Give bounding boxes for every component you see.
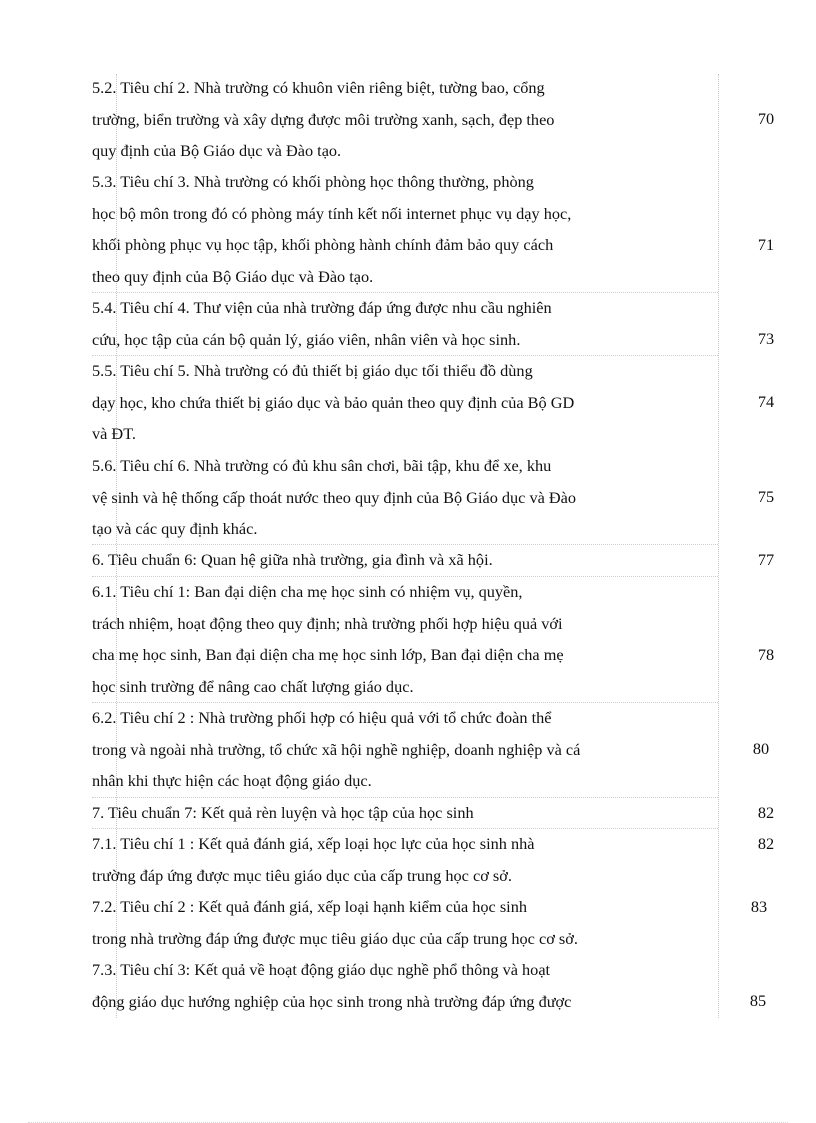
toc-line: tạo và các quy định khác. — [92, 519, 258, 538]
toc-line: 5.4. Tiêu chí 4. Thư viện của nhà trường đáp ứng được nhu cầu nghiên — [92, 298, 552, 317]
toc-line: dạy học, kho chứa thiết bị giáo dục và bảo quản theo quy định của Bộ GD — [92, 392, 575, 412]
toc-line: và ĐT. — [92, 424, 137, 443]
toc-line: trong nhà trường đáp ứng được mục tiêu giáo dục của cấp trung học cơ sở. — [92, 928, 578, 948]
toc-line: cha mẹ học sinh, Ban đại diện cha mẹ học sinh lớp, Ban đại diện cha mẹ — [92, 645, 564, 664]
toc-line: 7.1. Tiêu chí 1 : Kết quả đánh giá, xếp loại học lực của học sinh nhà — [92, 834, 535, 853]
toc-page-number: 74 — [757, 392, 775, 411]
toc-line: 7.3. Tiêu chí 3: Kết quả về hoạt động giáo dục nghề phổ thông và hoạt — [92, 960, 551, 979]
toc-page-number: 80 — [752, 739, 770, 758]
toc-line: trường, biển trường và xây dựng được môi trường xanh, sạch, đẹp theo — [92, 109, 555, 129]
toc-entry-text — [92, 450, 652, 545]
toc-line: trách nhiệm, hoạt động theo quy định; nhà trường phối hợp hiệu quả với — [92, 613, 563, 633]
toc-line: học bộ môn trong đó có phòng máy tính kết nối internet phục vụ dạy học, — [92, 203, 572, 223]
toc-page-number: 77 — [757, 550, 775, 569]
toc-line: 7. Tiêu chuẩn 7: Kết quả rèn luyện và học tập của học sinh — [92, 803, 474, 822]
toc-line: 5.3. Tiêu chí 3. Nhà trường có khối phòng học thông thường, phòng — [92, 172, 534, 191]
toc-line: theo quy định của Bộ Giáo dục và Đào tạo. — [92, 266, 374, 286]
toc-page-number: 83 — [750, 897, 768, 916]
toc-line: nhân khi thực hiện các hoạt động giáo dục. — [92, 771, 372, 790]
toc-entry-text — [92, 891, 652, 954]
toc-entry-text — [92, 544, 652, 576]
toc-page-number: 82 — [757, 803, 775, 822]
toc-entry-text — [92, 828, 652, 891]
toc-entry-text — [92, 797, 652, 829]
toc-entry-text — [92, 72, 652, 167]
toc-line: học sinh trường để nâng cao chất lượng giáo dục. — [92, 676, 414, 696]
toc-line: cứu, học tập của cán bộ quản lý, giáo viên, nhân viên và học sinh. — [92, 329, 521, 349]
toc-page-number: 78 — [757, 645, 775, 664]
toc-entry-text — [92, 355, 652, 450]
toc-page-number: 70 — [757, 109, 775, 128]
toc-page-number: 75 — [757, 487, 775, 506]
toc-page-number: 73 — [757, 329, 775, 348]
toc-line: 6.2. Tiêu chí 2 : Nhà trường phối hợp có hiệu quả với tổ chức đoàn thể — [92, 708, 552, 727]
toc-line: trường đáp ứng được mục tiêu giáo dục của cấp trung học cơ sở. — [92, 865, 512, 885]
toc-line: 6. Tiêu chuẩn 6: Quan hệ giữa nhà trường, gia đình và xã hội. — [92, 550, 493, 569]
toc-page-number: 82 — [757, 834, 775, 853]
toc-page-number: 85 — [749, 991, 767, 1010]
toc-line: 5.6. Tiêu chí 6. Nhà trường có đủ khu sân chơi, bãi tập, khu để xe, khu — [92, 456, 552, 475]
toc-line: vệ sinh và hệ thống cấp thoát nước theo quy định của Bộ Giáo dục và Đào — [92, 487, 577, 507]
toc-entry-text — [92, 576, 652, 702]
toc-line: 5.5. Tiêu chí 5. Nhà trường có đủ thiết bị giáo dục tối thiểu đồ dùng — [92, 361, 533, 380]
toc-line: 5.2. Tiêu chí 2. Nhà trường có khuôn viên riêng biệt, tường bao, cổng — [92, 78, 545, 97]
toc-line: trong và ngoài nhà trường, tổ chức xã hội nghề nghiệp, doanh nghiệp và cá — [92, 739, 581, 759]
toc-line: 6.1. Tiêu chí 1: Ban đại diện cha mẹ học sinh có nhiệm vụ, quyền, — [92, 582, 523, 601]
toc-entry-text — [92, 292, 652, 355]
toc-page-number: 71 — [757, 235, 775, 254]
toc-line: khối phòng phục vụ học tập, khối phòng hành chính đảm bảo quy cách — [92, 235, 554, 254]
toc-line: động giáo dục hướng nghiệp của học sinh trong nhà trường đáp ứng được — [92, 991, 572, 1011]
toc-line: 7.2. Tiêu chí 2 : Kết quả đánh giá, xếp loại hạnh kiểm của học sinh — [92, 897, 527, 916]
toc-entry-text — [92, 954, 652, 1017]
toc-entry-text — [92, 166, 652, 292]
toc-line: quy định của Bộ Giáo dục và Đào tạo. — [92, 141, 342, 160]
table-right-border — [718, 74, 719, 1018]
toc-entry-text — [92, 702, 652, 797]
